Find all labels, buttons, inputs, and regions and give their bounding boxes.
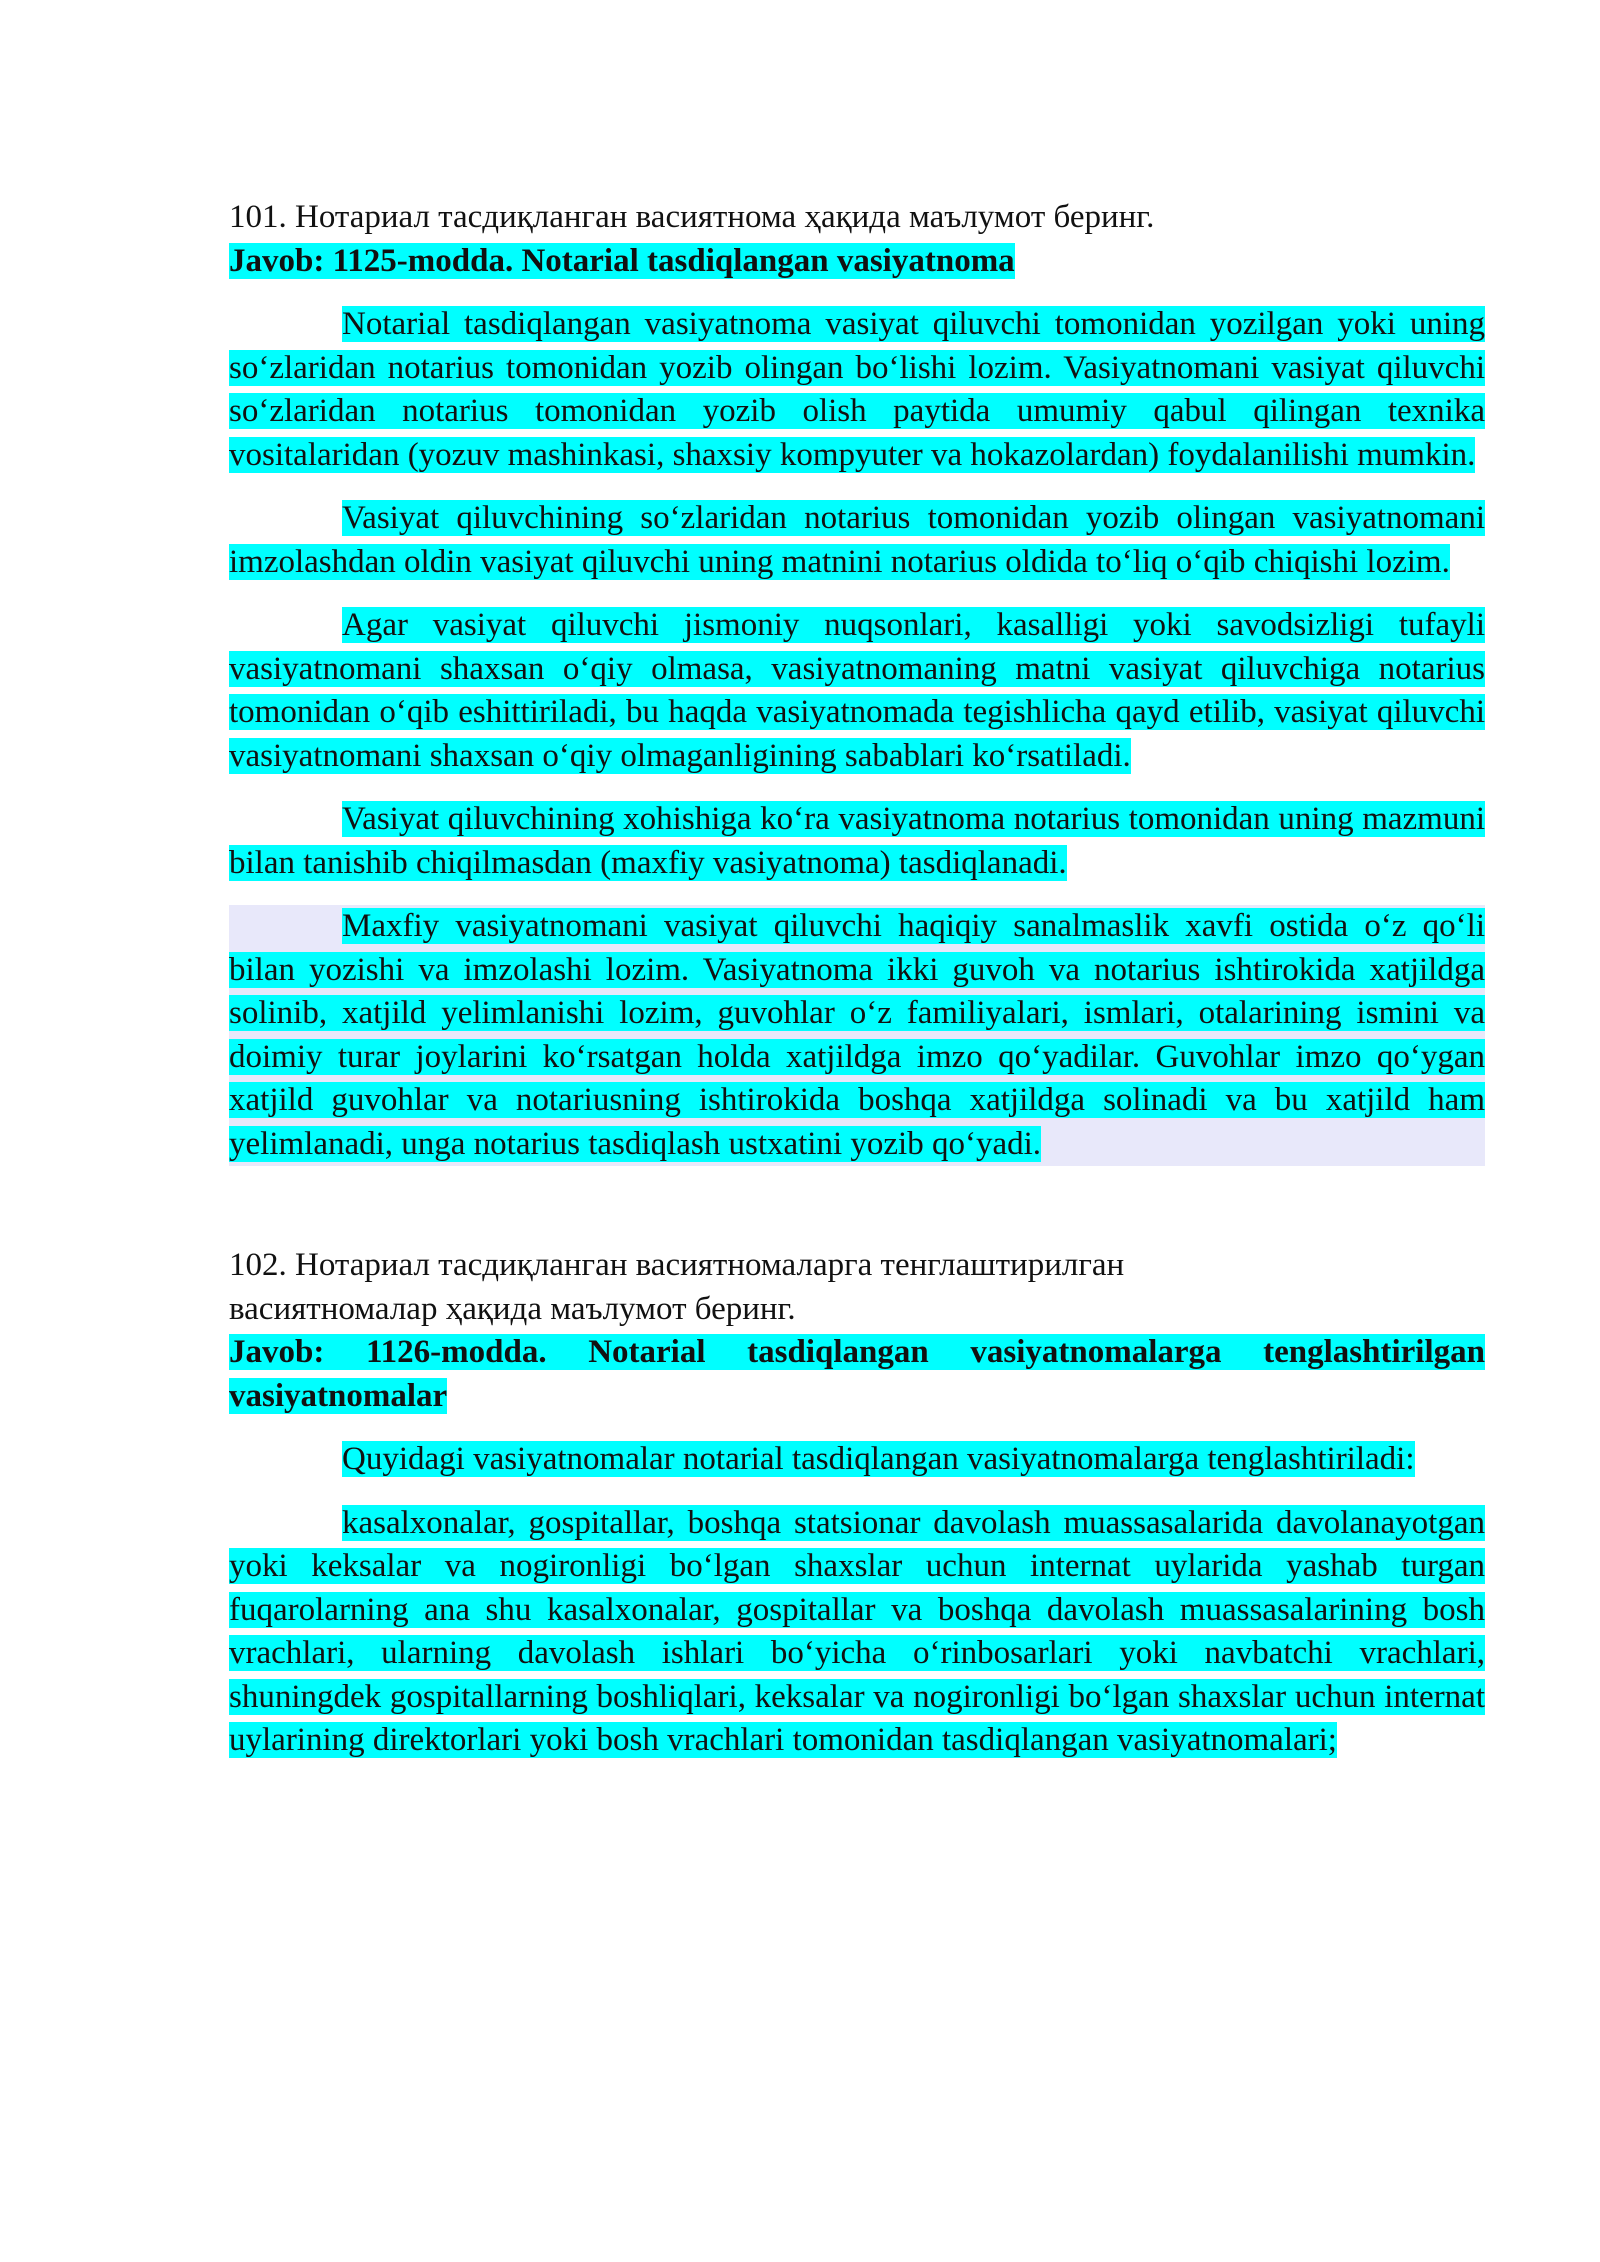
paragraph-101-3 — [229, 604, 1485, 778]
answer-heading-101 — [229, 240, 1485, 284]
answer-heading-102-text: Javob: 1126-modda. Notarial tasdiqlangan vasiyatnomalarga tenglashtirilgan vasiyatnomalar — [229, 1334, 1485, 1414]
question-101: 101. Нотариал тасдиқланган васиятнома ҳақида маълумот беринг. — [229, 199, 1155, 235]
paragraph-101-5-text: Maxfiy vasiyatnomani vasiyat qiluvchi haqiqiy sanalmaslik xavfi ostida o‘z qo‘li bilan yozishi va imzolashi lozim. Vasiyatnoma ikki guvoh va notarius ishtirokida xatjildga solinib, xatjild yelimlanishi lozim, guvohlar o‘z familiyalari, ismlari, otalarining ismini va doimiy turar joylarini ko‘rsatgan holda xatjildga imzo qo‘yadilar. Guvohlar imzo qo‘ygan xatjild guvohlar va notariusning ishtirokida boshqa xatjildga solinadi va bu xatjild ham yelimlanadi, unga notarius tasdiqlash ustxatini yozib qo‘yadi. — [229, 908, 1485, 1162]
paragraph-101-4 — [229, 798, 1485, 885]
paragraph-101-3-text: Agar vasiyat qiluvchi jismoniy nuqsonlari, kasalligi yoki savodsizligi tufayli vasiyatnomani shaxsan o‘qiy olmasa, vasiyatnomaning matni vasiyat qiluvchiga notarius tomonidan o‘qib eshittiriladi, bu haqda vasiyatnomada tegishlicha qayd etilib, vasiyat qiluvchi vasiyatnomani shaxsan o‘qiy olmaganligining sabablari ko‘rsatiladi. — [229, 607, 1485, 774]
paragraph-102-1 — [229, 1438, 1485, 1482]
paragraph-101-1 — [229, 303, 1485, 477]
question-102-line-1: 102. Нотариал тасдиқланган васиятномаларга тенглаштирилган — [229, 1247, 1125, 1283]
answer-heading-101-text: Javob: 1125-modda. Notarial tasdiqlangan vasiyatnoma — [229, 242, 1015, 279]
paragraph-101-4-text: Vasiyat qiluvchining xohishiga ko‘ra vasiyatnoma notarius tomonidan uning mazmuni bilan tanishib chiqilmasdan (maxfiy vasiyatnoma) tasdiqlanadi. — [229, 801, 1485, 881]
paragraph-101-5 — [229, 905, 1485, 1166]
question-102-line-2: васиятномалар ҳақида маълумот беринг. — [229, 1290, 796, 1327]
paragraph-102-2 — [229, 1502, 1485, 1763]
paragraph-101-1-text: Notarial tasdiqlangan vasiyatnoma vasiyat qiluvchi tomonidan yozilgan yoki uning so‘zlaridan notarius tomonidan yozib olingan bo‘lishi lozim. Vasiyatnomani vasiyat qiluvchi so‘zlaridan notarius tomonidan yozib olish paytida umumiy qabul qilingan texnika vositalaridan (yozuv mashinkasi, shaxsiy kompyuter va hokazolardan) foydalanilishi mumkin. — [229, 306, 1485, 473]
document-page — [229, 196, 1485, 1763]
paragraph-102-1-text: Quyidagi vasiyatnomalar notarial tasdiqlangan vasiyatnomalarga tenglashtiriladi: — [342, 1441, 1415, 1477]
answer-heading-102 — [229, 1331, 1485, 1418]
paragraph-102-2-text: kasalxonalar, gospitallar, boshqa statsionar davolash muassasalarida davolanayotgan yoki keksalar va nogironligi bo‘lgan shaxslar uchun internat uylarida yashab turgan fuqarolarning ana shu kasalxonalar, gospitallar va boshqa davolash muassasalarining bosh vrachlari, ularning davolash ishlari bo‘yicha o‘rinbosarlari yoki navbatchi vrachlari, shuningdek gospitallarning boshliqlari, keksalar va nogironligi bo‘lgan shaxslar uchun internat uylarining direktorlari yoki bosh vrachlari tomonidan tasdiqlangan vasiyatnomalari; — [229, 1504, 1485, 1758]
paragraph-101-2 — [229, 497, 1485, 584]
paragraph-101-2-text: Vasiyat qiluvchining so‘zlaridan notarius tomonidan yozib olingan vasiyatnomani imzolashdan oldin vasiyat qiluvchi uning matnini notarius oldida to‘liq o‘qib chiqishi lozim. — [229, 500, 1485, 580]
